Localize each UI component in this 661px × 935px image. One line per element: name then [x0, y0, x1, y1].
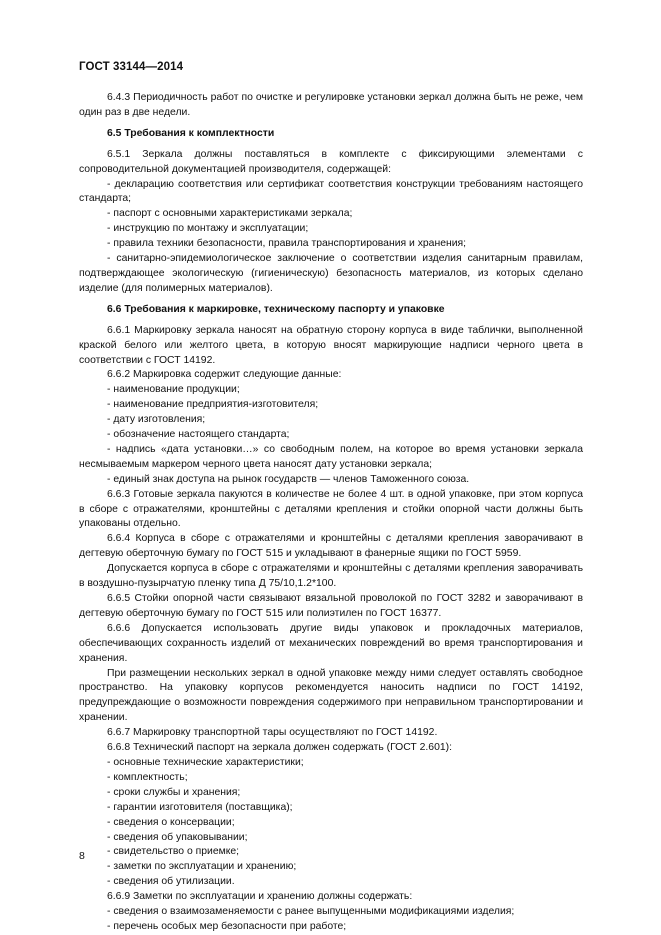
list-item: - обозначение настоящего стандарта; [107, 429, 290, 441]
list-item: - единый знак доступа на рынок государств — членов Таможенного союза. [107, 473, 470, 485]
paragraph: 6.6.2 Маркировка содержит следующие данные: [107, 369, 342, 381]
document-body [79, 91, 583, 935]
list-item: - заметки по эксплуатации и хранению; [107, 861, 297, 873]
list-item: - декларацию соответствия или сертификат соответствия конструкции требованиям настоящего стандарта; [79, 178, 583, 205]
section-heading: 6.5 Требования к комплектности [107, 127, 275, 139]
list-item: - сведения об утилизации. [107, 876, 235, 888]
paragraph: 6.6.3 Готовые зеркала пакуются в количестве не более 4 шт. в одной упаковке, при этом корпуса в сборе с отражателями, кронштейны с деталями крепления и стойки опорной части должны быть упакованы отдельно. [79, 488, 583, 530]
list-item: - перечень особых мер безопасности при работе; [107, 920, 347, 932]
list-item: - надпись «дата установки…» со свободным полем, на которое во время установки зеркала несмываемым маркером черного цвета наносят дату установки зеркала; [79, 443, 583, 470]
paragraph: 6.6.9 Заметки по эксплуатации и хранению должны содержать: [107, 891, 413, 903]
list-item: - наименование предприятия-изготовителя; [107, 399, 319, 411]
list-item: - свидетельство о приемке; [107, 846, 240, 858]
list-item: - основные технические характеристики; [107, 756, 304, 768]
list-item: - сведения о взаимозаменяемости с ранее выпущенными модификациями изделия; [107, 906, 515, 918]
paragraph: 6.6.5 Стойки опорной части связывают вязальной проволокой по ГОСТ 3282 и заворачивают в дегтевую оберточную бумагу по ГОСТ 515 или полиэтилен по ГОСТ 16377. [79, 593, 583, 619]
paragraph: 6.6.8 Технический паспорт на зеркала должен содержать (ГОСТ 2.601): [107, 742, 452, 754]
document-header: ГОСТ 33144—2014 [79, 61, 184, 73]
section-heading: 6.6 Требования к маркировке, техническому паспорту и упаковке [107, 303, 445, 315]
paragraph: 6.6.7 Маркировку транспортной тары осуществляют по ГОСТ 14192. [107, 727, 438, 739]
paragraph: 6.6.4 Корпуса в сборе с отражателями и кронштейны с деталями крепления заворачивают в дегтевую оберточную бумагу по ГОСТ 515 и укладывают в фанерные ящики по ГОСТ 5959. [79, 533, 583, 560]
list-item: - сведения о консервации; [107, 816, 235, 828]
paragraph: При размещении нескольких зеркал в одной упаковке между ними следует оставлять свободное пространство. На упаковку корпусов рекомендуется наносить надписи по ГОСТ 14192, предупреждающие о возможности повреждения содержимого при неправильном транспортировании и хранении. [79, 667, 583, 724]
list-item: - гарантии изготовителя (поставщика); [107, 801, 293, 813]
page-number: 8 [79, 850, 85, 862]
list-item: - инструкцию по монтажу и эксплуатации; [107, 223, 309, 235]
paragraph: 6.5.1 Зеркала должны поставляться в комплекте с фиксирующими элементами с сопроводительной документацией производителя, содержащей: [79, 148, 583, 175]
paragraph: 6.6.1 Маркировку зеркала наносят на обратную сторону корпуса в виде таблички, выполненной краской белого или желтого цвета, в которую вносят маркирующие надписи черного цвета в соответствии с ГОСТ 14192. [79, 324, 583, 366]
paragraph: Допускается корпуса в сборе с отражателями и кронштейны с деталями крепления заворачивать в воздушно-пузырчатую пленку типа Д 75/10,1.2*100. [79, 563, 583, 590]
paragraph: 6.4.3 Периодичность работ по очистке и регулировке установки зеркал должна быть не реже, чем один раз в две недели. [79, 92, 583, 118]
list-item: - санитарно-эпидемиологическое заключение о соответствии изделия санитарным правилам, подтверждающее экологическую (гигиеническую) безопасность материалов, из которых сделано изделие (для полимерных материалов). [79, 253, 583, 294]
list-item: - комплектность; [107, 771, 188, 783]
list-item: - паспорт с основными характеристиками зеркала; [107, 208, 353, 220]
list-item: - правила техники безопасности, правила транспортирования и хранения; [107, 238, 467, 250]
list-item: - сроки службы и хранения; [107, 786, 241, 798]
list-item: - наименование продукции; [107, 384, 240, 396]
list-item: - дату изготовления; [107, 414, 206, 426]
list-item: - сведения об упаковывании; [107, 831, 248, 843]
paragraph: 6.6.6 Допускается использовать другие виды упаковок и прокладочных материалов, обеспечивающих сохранность изделий от механических повреждений во время транспортирования и хранения. [79, 622, 583, 664]
